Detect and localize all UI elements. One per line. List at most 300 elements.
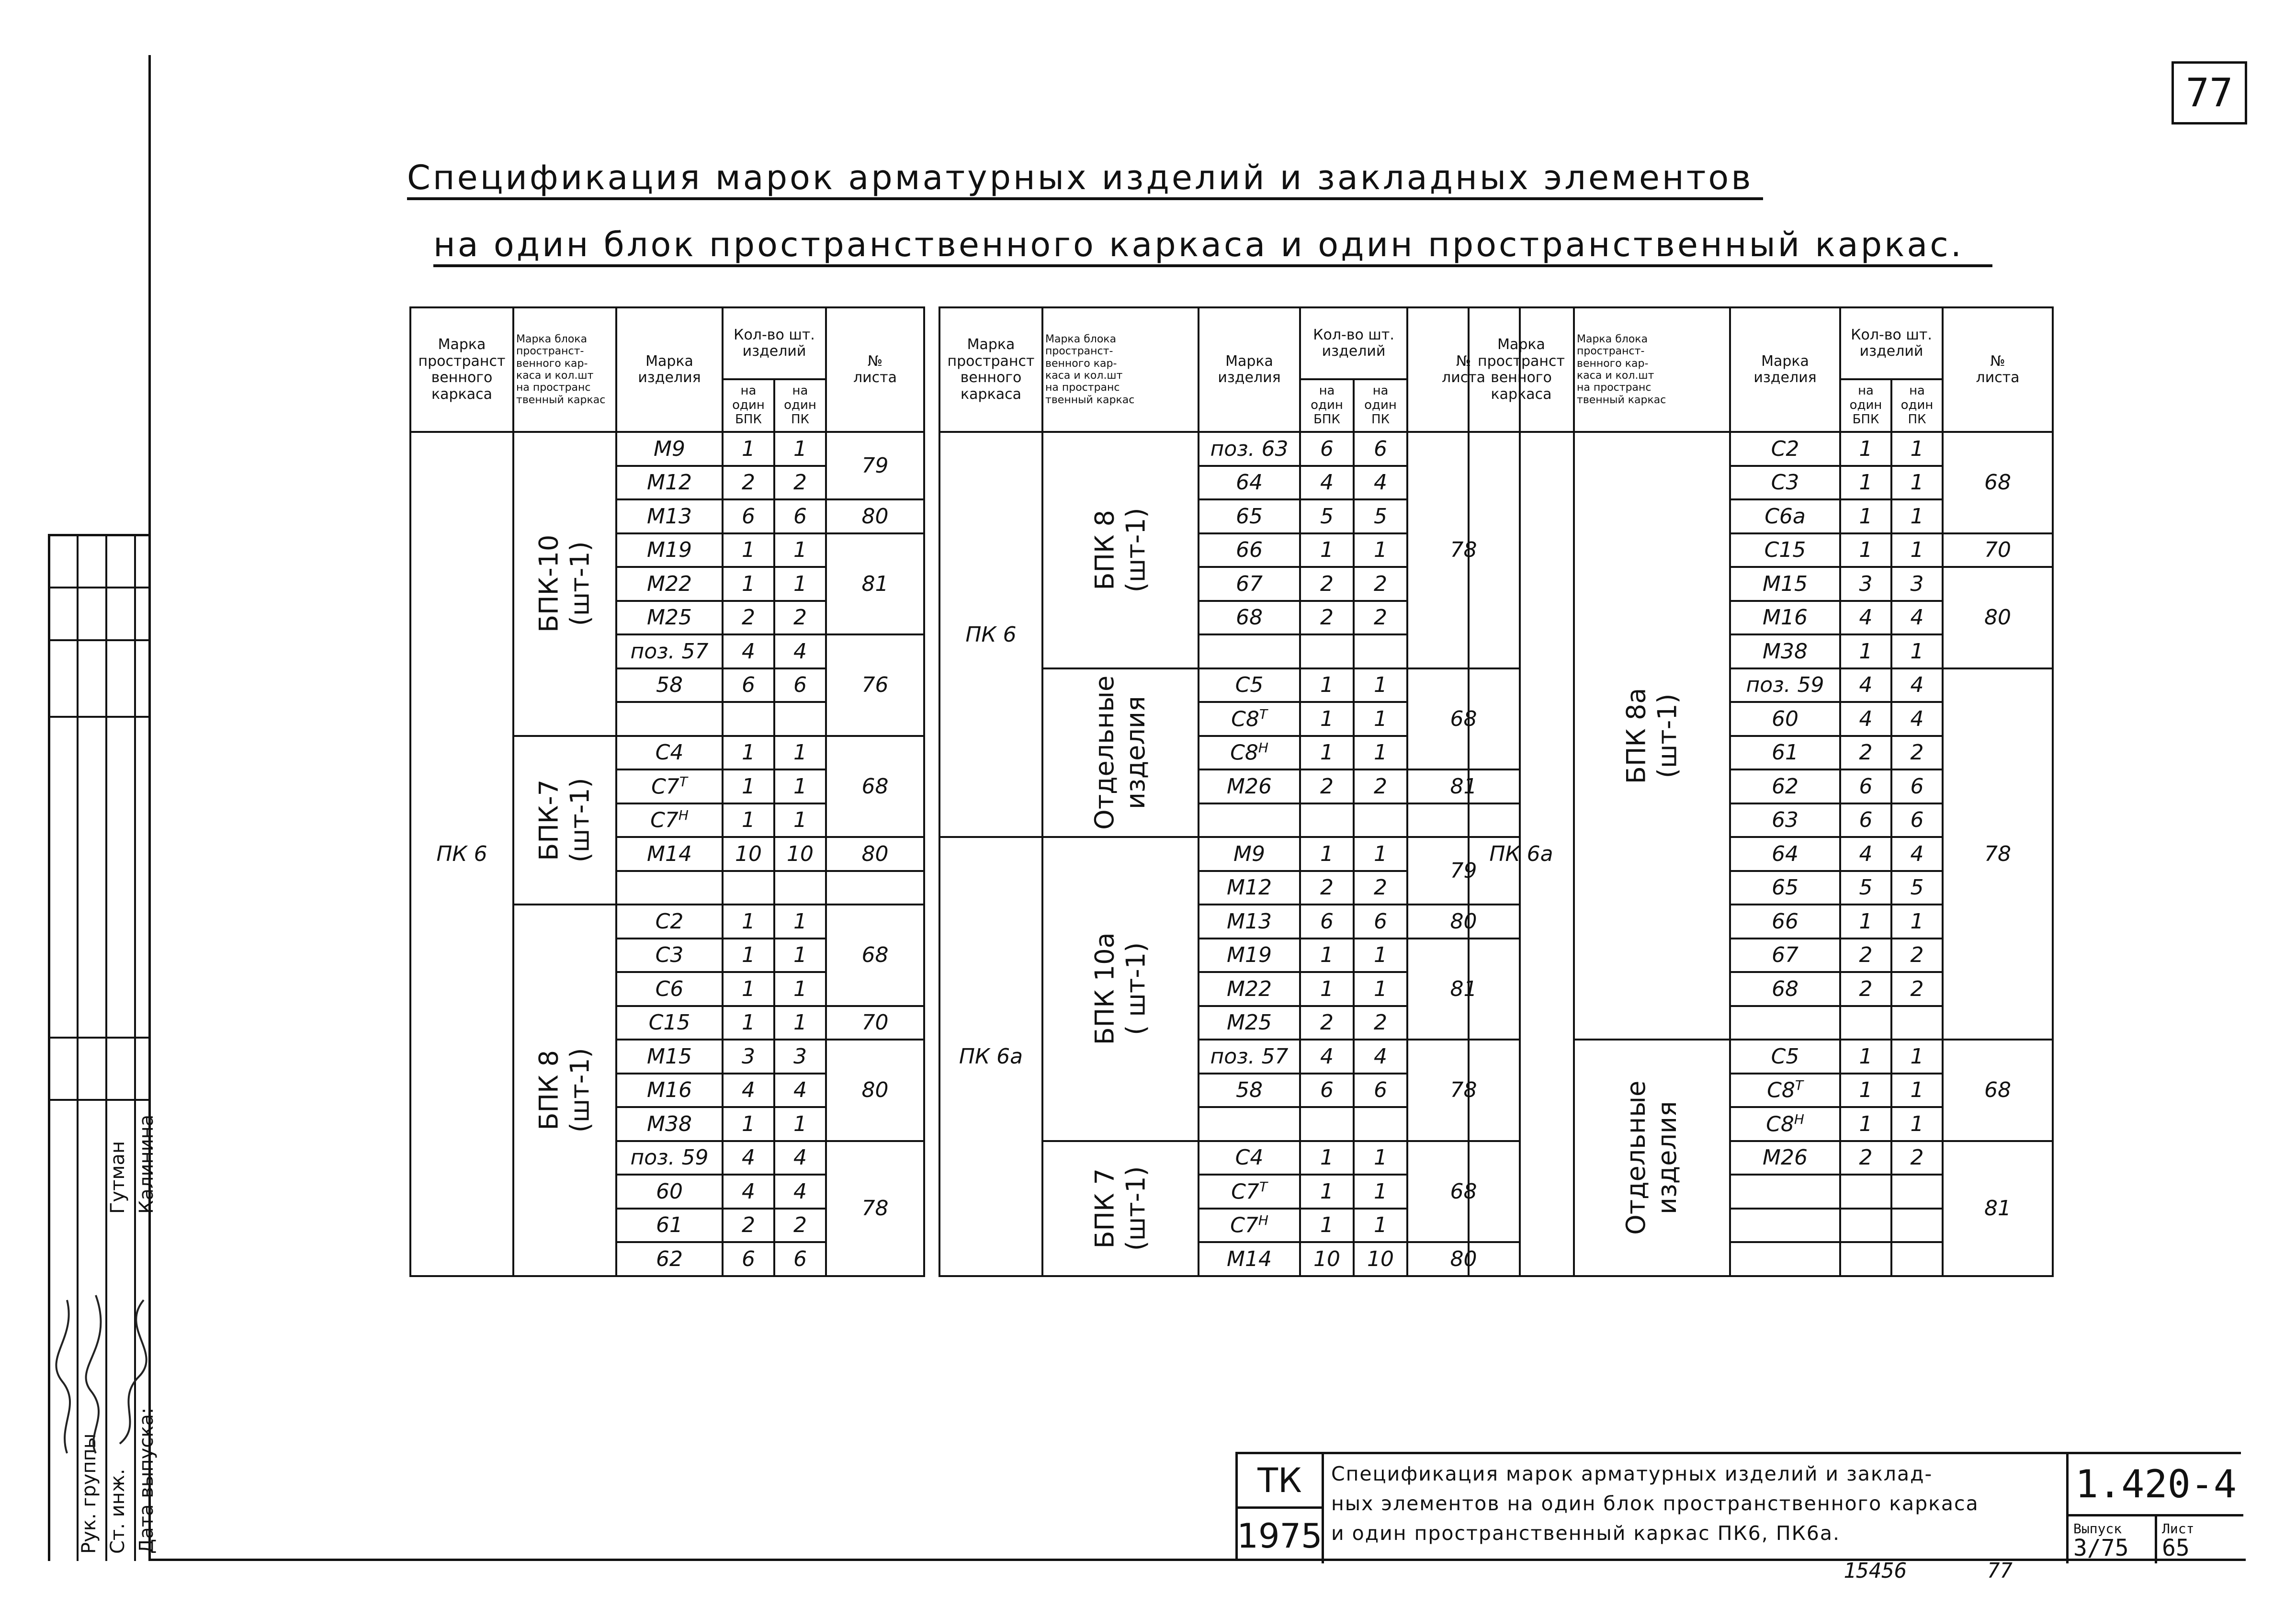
qty-per-frame: 3 xyxy=(774,1040,826,1074)
item-mark-sup: Т xyxy=(679,773,688,790)
block-mark-text xyxy=(1089,1166,1152,1251)
desc-line-3: и один пространственный каркас ПК6, ПК6а. xyxy=(1331,1522,1841,1545)
qty-per-frame xyxy=(1354,634,1407,668)
org-code: ТК xyxy=(1238,1454,1324,1509)
qty-per-frame: 6 xyxy=(1891,803,1943,837)
item-mark: 65 xyxy=(1199,499,1300,533)
item-mark: 68 xyxy=(1730,972,1840,1006)
item-mark: С15 xyxy=(1730,533,1840,567)
item-mark: 64 xyxy=(1730,837,1840,871)
col-block-mark-header: Марка блока пространст- венного кар- каса и кол.шт на пространс твенный каркас xyxy=(513,307,616,432)
block-mark-text-line: изделия xyxy=(1652,1101,1683,1214)
qty-per-frame: 1 xyxy=(1354,702,1407,736)
item-mark: С3 xyxy=(1730,466,1840,500)
bottom-page-number: 77 xyxy=(1987,1559,2013,1583)
qty-per-block xyxy=(1840,1175,1891,1209)
qty-per-frame: 6 xyxy=(774,668,826,702)
table-row xyxy=(410,432,924,466)
item-mark: $С7^Н$ xyxy=(616,803,723,837)
qty-per-frame: 1 xyxy=(774,432,826,466)
item-mark-sup: Т xyxy=(1259,1178,1267,1195)
qty-per-block: 2 xyxy=(1300,567,1354,601)
block-mark-text xyxy=(1089,508,1152,592)
qty-per-frame: 6 xyxy=(774,499,826,533)
block-mark-text xyxy=(534,535,596,633)
col-qty-frame-header: на один ПК xyxy=(774,379,826,432)
block-mark-text xyxy=(534,778,596,862)
sheet-ref: 68 xyxy=(1407,668,1520,770)
sheet-ref: 79 xyxy=(1407,837,1520,905)
item-mark: М14 xyxy=(1199,1242,1300,1276)
qty-per-frame: 1 xyxy=(1891,432,1943,466)
item-mark: $С8^Н$ xyxy=(1730,1107,1840,1141)
qty-per-frame: 1 xyxy=(774,803,826,837)
qty-per-block: 2 xyxy=(1300,601,1354,635)
col-frame-mark-header: Марка пространст венного каркаса xyxy=(1469,307,1574,432)
block-mark xyxy=(1042,1141,1199,1276)
sheet-ref: 68 xyxy=(1943,1040,2053,1141)
item-mark: М13 xyxy=(1199,905,1300,939)
qty-per-block xyxy=(1300,634,1354,668)
qty-per-frame: 1 xyxy=(1354,939,1407,973)
item-mark: 63 xyxy=(1730,803,1840,837)
item-mark xyxy=(616,871,723,905)
qty-per-block: 5 xyxy=(1300,499,1354,533)
qty-per-block: 2 xyxy=(723,1209,774,1243)
item-mark: М22 xyxy=(616,567,723,601)
item-mark: М12 xyxy=(1199,871,1300,905)
spec-table3 xyxy=(1468,306,2054,1277)
role-group-lead: Рук. группы xyxy=(78,1433,100,1554)
qty-per-frame: 4 xyxy=(774,1074,826,1108)
title-line-2: на один блок пространственного каркаса и один пространственный каркас. xyxy=(433,225,1992,267)
item-mark: М19 xyxy=(1199,939,1300,973)
table-row xyxy=(939,432,1520,466)
col-qty-header: Кол-во шт. изделий xyxy=(1300,307,1407,379)
qty-per-block: 3 xyxy=(1840,567,1891,601)
qty-per-block: 1 xyxy=(1300,837,1354,871)
item-mark: поз. 59 xyxy=(616,1141,723,1175)
qty-per-frame: 6 xyxy=(1354,432,1407,466)
qty-per-block: 4 xyxy=(1840,837,1891,871)
col-sheet-header: № листа xyxy=(1407,307,1520,432)
block-mark-text xyxy=(1621,688,1683,784)
block-mark-text-line: БПК 10а xyxy=(1089,932,1120,1045)
qty-per-block: 6 xyxy=(723,668,774,702)
qty-per-block: 1 xyxy=(1300,939,1354,973)
qty-per-frame: 10 xyxy=(1354,1242,1407,1276)
role-date: Дата выпуска: xyxy=(136,1407,158,1554)
item-mark: 67 xyxy=(1730,939,1840,973)
item-mark: М14 xyxy=(616,837,723,871)
qty-per-frame: 1 xyxy=(774,972,826,1006)
inventory-number: 15456 xyxy=(1844,1559,1907,1583)
item-mark: С2 xyxy=(616,905,723,939)
qty-per-frame: 6 xyxy=(774,1242,826,1276)
sheet-ref: 79 xyxy=(826,432,924,499)
qty-per-block: 6 xyxy=(1840,769,1891,803)
block-mark-text xyxy=(1621,1081,1683,1235)
qty-per-frame: 4 xyxy=(774,1141,826,1175)
col-qty-header: Кол-во шт. изделий xyxy=(1840,307,1943,379)
item-mark: 61 xyxy=(1730,736,1840,770)
qty-per-block xyxy=(1840,1006,1891,1040)
qty-per-block: 1 xyxy=(723,972,774,1006)
block-mark-text-line: (шт-1) xyxy=(565,541,595,626)
qty-per-block: 1 xyxy=(1300,1175,1354,1209)
qty-per-block: 1 xyxy=(1300,1141,1354,1175)
qty-per-frame: 4 xyxy=(774,634,826,668)
qty-per-frame xyxy=(1354,1107,1407,1141)
qty-per-block: 4 xyxy=(1300,1040,1354,1074)
qty-per-frame: 2 xyxy=(1354,601,1407,635)
item-mark: С5 xyxy=(1199,668,1300,702)
block-mark xyxy=(1574,432,1730,1040)
block-mark-text-line: (шт-1) xyxy=(1120,1166,1151,1251)
block-mark-text-line: (шт-1) xyxy=(1120,508,1151,593)
col-qty-block-header: на один БПК xyxy=(1840,379,1891,432)
qty-per-frame xyxy=(1891,1175,1943,1209)
item-mark: 68 xyxy=(1199,601,1300,635)
qty-per-frame: 1 xyxy=(1891,533,1943,567)
sheet-ref: 80 xyxy=(826,1040,924,1141)
sheet-label: Лист xyxy=(2162,1521,2194,1537)
item-mark: С5 xyxy=(1730,1040,1840,1074)
item-mark: 61 xyxy=(616,1209,723,1243)
qty-per-block: 6 xyxy=(1300,905,1354,939)
qty-per-block: 1 xyxy=(723,736,774,770)
qty-per-frame: 2 xyxy=(1891,736,1943,770)
block-mark-text-line: (шт-1) xyxy=(565,1048,595,1133)
qty-per-frame: 1 xyxy=(1354,972,1407,1006)
qty-per-frame: 6 xyxy=(1354,1074,1407,1108)
qty-per-frame: 4 xyxy=(1891,702,1943,736)
qty-per-frame: 1 xyxy=(1354,837,1407,871)
col-sheet-header: № листа xyxy=(1943,307,2053,432)
qty-per-frame: 1 xyxy=(1891,1040,1943,1074)
item-mark: М9 xyxy=(1199,837,1300,871)
item-mark: С3 xyxy=(616,939,723,973)
item-mark-sup: Н xyxy=(1794,1111,1804,1127)
qty-per-block: 1 xyxy=(1300,533,1354,567)
sheet-ref: 81 xyxy=(1407,769,1520,803)
item-mark: С4 xyxy=(616,736,723,770)
item-mark: 65 xyxy=(1730,871,1840,905)
qty-per-block: 1 xyxy=(723,533,774,567)
frame-mark: ПК 6 xyxy=(939,432,1042,837)
qty-per-block: 4 xyxy=(723,634,774,668)
spec-table1 xyxy=(409,306,925,1277)
qty-per-frame: 1 xyxy=(774,736,826,770)
qty-per-frame: 6 xyxy=(1354,905,1407,939)
desc-line-2: ных элементов на один блок пространственного каркаса xyxy=(1331,1492,1979,1515)
item-mark: $С8^Т$ xyxy=(1730,1074,1840,1108)
qty-per-block: 2 xyxy=(1840,1141,1891,1175)
col-block-mark-header: Марка блока пространст- венного кар- каса и кол.шт на пространс твенный каркас xyxy=(1042,307,1199,432)
qty-per-frame: 1 xyxy=(774,1107,826,1141)
qty-per-frame: 2 xyxy=(774,601,826,635)
block-mark xyxy=(1042,432,1199,668)
item-mark: М15 xyxy=(616,1040,723,1074)
qty-per-frame: 4 xyxy=(1891,601,1943,635)
qty-per-block: 1 xyxy=(723,803,774,837)
qty-per-block xyxy=(1300,803,1354,837)
sheet-ref xyxy=(826,871,924,905)
sheet-ref: 70 xyxy=(1943,533,2053,567)
item-mark-sup: Н xyxy=(678,807,689,824)
block-mark-text-line: ( шт-1) xyxy=(1120,942,1151,1036)
sheet-ref: 68 xyxy=(1407,1141,1520,1243)
issue-label: Выпуск xyxy=(2073,1521,2122,1537)
item-mark: М25 xyxy=(616,601,723,635)
item-mark: М38 xyxy=(616,1107,723,1141)
qty-per-frame xyxy=(1354,803,1407,837)
qty-per-frame: 4 xyxy=(1891,668,1943,702)
frame-mark: ПК 6а xyxy=(939,837,1042,1276)
item-mark: М9 xyxy=(616,432,723,466)
sheet-ref: 78 xyxy=(1407,1040,1520,1141)
block-mark xyxy=(1042,837,1199,1141)
qty-per-block: 4 xyxy=(723,1074,774,1108)
item-mark: С6а xyxy=(1730,499,1840,533)
qty-per-block: 1 xyxy=(723,1006,774,1040)
qty-per-frame: 6 xyxy=(1891,769,1943,803)
block-mark-text-line: Отдельные xyxy=(1089,675,1120,830)
item-mark xyxy=(1199,634,1300,668)
qty-per-block: 1 xyxy=(1840,634,1891,668)
qty-per-frame: 2 xyxy=(1891,939,1943,973)
qty-per-block: 4 xyxy=(1300,466,1354,500)
item-mark xyxy=(1199,1107,1300,1141)
sheet-ref: 80 xyxy=(1407,1242,1520,1276)
item-mark: поз. 57 xyxy=(616,634,723,668)
qty-per-block: 1 xyxy=(1300,668,1354,702)
qty-per-block: 1 xyxy=(1840,1040,1891,1074)
sheet-ref: 68 xyxy=(826,736,924,837)
qty-per-block: 1 xyxy=(1840,533,1891,567)
col-frame-mark-header: Марка пространст венного каркаса xyxy=(939,307,1042,432)
block-mark xyxy=(513,905,616,1276)
qty-per-frame xyxy=(1891,1209,1943,1243)
item-mark: $С7^Н$ xyxy=(1199,1209,1300,1243)
col-qty-frame-header: на один ПК xyxy=(1891,379,1943,432)
item-mark: С2 xyxy=(1730,432,1840,466)
sheet-ref: 70 xyxy=(826,1006,924,1040)
qty-per-frame: 1 xyxy=(1891,905,1943,939)
item-mark: М19 xyxy=(616,533,723,567)
qty-per-block: 6 xyxy=(1300,1074,1354,1108)
qty-per-block: 5 xyxy=(1840,871,1891,905)
qty-per-block: 10 xyxy=(723,837,774,871)
qty-per-block: 1 xyxy=(723,432,774,466)
qty-per-block: 1 xyxy=(1300,972,1354,1006)
qty-per-block: 1 xyxy=(1840,1074,1891,1108)
qty-per-frame: 10 xyxy=(774,837,826,871)
qty-per-block: 2 xyxy=(1840,939,1891,973)
block-mark-text-line: (шт-1) xyxy=(1652,693,1683,778)
item-mark xyxy=(1730,1006,1840,1040)
item-mark xyxy=(1730,1175,1840,1209)
qty-per-block: 1 xyxy=(723,567,774,601)
block-mark-text-line: Отдельные xyxy=(1621,1080,1651,1235)
item-mark xyxy=(1730,1242,1840,1276)
qty-per-block: 1 xyxy=(1300,1209,1354,1243)
desc-line-1: Спецификация марок арматурных изделий и заклад- xyxy=(1331,1462,1933,1485)
qty-per-block: 4 xyxy=(723,1175,774,1209)
item-mark: 64 xyxy=(1199,466,1300,500)
qty-per-frame: 4 xyxy=(1354,1040,1407,1074)
qty-per-frame: 1 xyxy=(774,567,826,601)
title-block-description xyxy=(1331,1459,2059,1548)
col-sheet-header: № листа xyxy=(826,307,924,432)
side-stamp xyxy=(48,534,158,1561)
sheet-ref: 81 xyxy=(1407,939,1520,1040)
qty-per-frame xyxy=(1891,1006,1943,1040)
item-mark: М16 xyxy=(616,1074,723,1108)
table-row xyxy=(939,837,1520,871)
col-item-mark-header: Марка изделия xyxy=(616,307,723,432)
name-kalinina: Калинина xyxy=(136,1114,158,1214)
sheet-ref: 78 xyxy=(1407,432,1520,668)
item-mark: 62 xyxy=(616,1242,723,1276)
frame-mark: ПК 6а xyxy=(1469,432,1574,1276)
qty-per-block: 1 xyxy=(1300,736,1354,770)
qty-per-block: 10 xyxy=(1300,1242,1354,1276)
item-mark: М38 xyxy=(1730,634,1840,668)
item-mark: 60 xyxy=(616,1175,723,1209)
qty-per-frame: 1 xyxy=(1354,1175,1407,1209)
qty-per-block: 2 xyxy=(1300,1006,1354,1040)
item-mark: М22 xyxy=(1199,972,1300,1006)
item-mark: поз. 59 xyxy=(1730,668,1840,702)
item-mark xyxy=(616,702,723,736)
qty-per-frame: 3 xyxy=(1891,567,1943,601)
title-line-1: Спецификация марок арматурных изделий и закладных элементов xyxy=(407,158,1763,200)
qty-per-frame: 1 xyxy=(774,905,826,939)
qty-per-block: 6 xyxy=(723,499,774,533)
qty-per-block: 1 xyxy=(723,905,774,939)
issue-cell xyxy=(2066,1516,2155,1563)
item-mark: 66 xyxy=(1730,905,1840,939)
qty-per-frame: 1 xyxy=(1891,634,1943,668)
col-qty-block-header: на один БПК xyxy=(1300,379,1354,432)
name-gutman: Гутман xyxy=(107,1141,129,1214)
sheet-ref: 68 xyxy=(1943,432,2053,533)
spec-table2 xyxy=(939,306,1521,1277)
qty-per-block: 2 xyxy=(1300,871,1354,905)
item-mark: 67 xyxy=(1199,567,1300,601)
qty-per-block: 2 xyxy=(1840,736,1891,770)
qty-per-frame: 1 xyxy=(1354,1141,1407,1175)
block-mark-text xyxy=(534,1048,596,1132)
qty-per-frame: 2 xyxy=(1354,871,1407,905)
qty-per-frame xyxy=(1891,1242,1943,1276)
item-mark: С4 xyxy=(1199,1141,1300,1175)
block-mark-text xyxy=(1089,933,1152,1045)
item-mark: 66 xyxy=(1199,533,1300,567)
qty-per-block: 4 xyxy=(723,1141,774,1175)
frame-mark: ПК 6 xyxy=(410,432,513,1276)
block-mark-text-line: (шт-1) xyxy=(565,778,595,863)
qty-per-block xyxy=(1300,1107,1354,1141)
qty-per-frame: 1 xyxy=(1891,499,1943,533)
qty-per-frame xyxy=(774,871,826,905)
qty-per-block: 2 xyxy=(723,601,774,635)
sheet-number: 77 xyxy=(2172,61,2247,124)
qty-per-block: 3 xyxy=(723,1040,774,1074)
col-item-mark-header: Марка изделия xyxy=(1730,307,1840,432)
item-mark-sup: Н xyxy=(1258,740,1268,756)
block-mark-text-line: БПК-7 xyxy=(533,779,564,861)
title-block xyxy=(1235,1452,2241,1561)
qty-per-frame: 2 xyxy=(774,1209,826,1243)
sheet-ref: 80 xyxy=(826,837,924,871)
item-mark: 58 xyxy=(1199,1074,1300,1108)
block-mark-text-line: БПК-10 xyxy=(533,535,564,633)
table-row xyxy=(1469,432,2053,466)
qty-per-block: 1 xyxy=(1840,1107,1891,1141)
qty-per-block: 1 xyxy=(1300,702,1354,736)
item-mark: $С7^Т$ xyxy=(616,769,723,803)
qty-per-block: 6 xyxy=(1840,803,1891,837)
item-mark: $С7^Т$ xyxy=(1199,1175,1300,1209)
qty-per-frame xyxy=(774,702,826,736)
qty-per-frame: 1 xyxy=(774,939,826,973)
qty-per-frame: 5 xyxy=(1891,871,1943,905)
qty-per-frame: 1 xyxy=(1354,668,1407,702)
sheet-ref: 78 xyxy=(826,1141,924,1276)
col-frame-mark-header: Марка пространст венного каркаса xyxy=(410,307,513,432)
qty-per-frame: 2 xyxy=(1354,769,1407,803)
qty-per-frame: 1 xyxy=(774,1006,826,1040)
qty-per-block xyxy=(1840,1209,1891,1243)
qty-per-block xyxy=(723,871,774,905)
qty-per-block: 2 xyxy=(1300,769,1354,803)
block-mark xyxy=(513,432,616,736)
col-block-mark-header: Марка блока пространст- венного кар- каса и кол.шт на пространс твенный каркас xyxy=(1574,307,1730,432)
item-mark: М12 xyxy=(616,466,723,500)
qty-per-frame: 2 xyxy=(774,466,826,500)
item-mark xyxy=(1730,1209,1840,1243)
block-mark xyxy=(1042,668,1199,837)
qty-per-block: 2 xyxy=(1840,972,1891,1006)
qty-per-block: 1 xyxy=(1840,905,1891,939)
qty-per-frame: 1 xyxy=(1354,736,1407,770)
sheet-ref: 81 xyxy=(826,533,924,635)
qty-per-block: 6 xyxy=(1300,432,1354,466)
qty-per-frame: 2 xyxy=(1891,972,1943,1006)
qty-per-frame: 1 xyxy=(774,769,826,803)
sheet-ref: 81 xyxy=(1943,1141,2053,1276)
sheet-ref: 78 xyxy=(1943,668,2053,1040)
qty-per-block xyxy=(723,702,774,736)
sheet-ref: 80 xyxy=(826,499,924,533)
item-mark-sup: Т xyxy=(1259,706,1267,722)
block-mark-text-line: БПК 7 xyxy=(1089,1168,1120,1249)
item-mark: М26 xyxy=(1730,1141,1840,1175)
block-mark-text-line: БПК 8 xyxy=(533,1050,564,1131)
block-mark xyxy=(513,736,616,905)
qty-per-frame: 4 xyxy=(1354,466,1407,500)
qty-per-block xyxy=(1840,1242,1891,1276)
qty-per-frame: 1 xyxy=(1354,1209,1407,1243)
qty-per-block: 6 xyxy=(723,1242,774,1276)
block-mark-text xyxy=(1089,676,1152,830)
col-qty-block-header: на один БПК xyxy=(723,379,774,432)
item-mark: 62 xyxy=(1730,769,1840,803)
item-mark: $С8^Т$ xyxy=(1199,702,1300,736)
item-mark-sup: Н xyxy=(1258,1212,1268,1229)
